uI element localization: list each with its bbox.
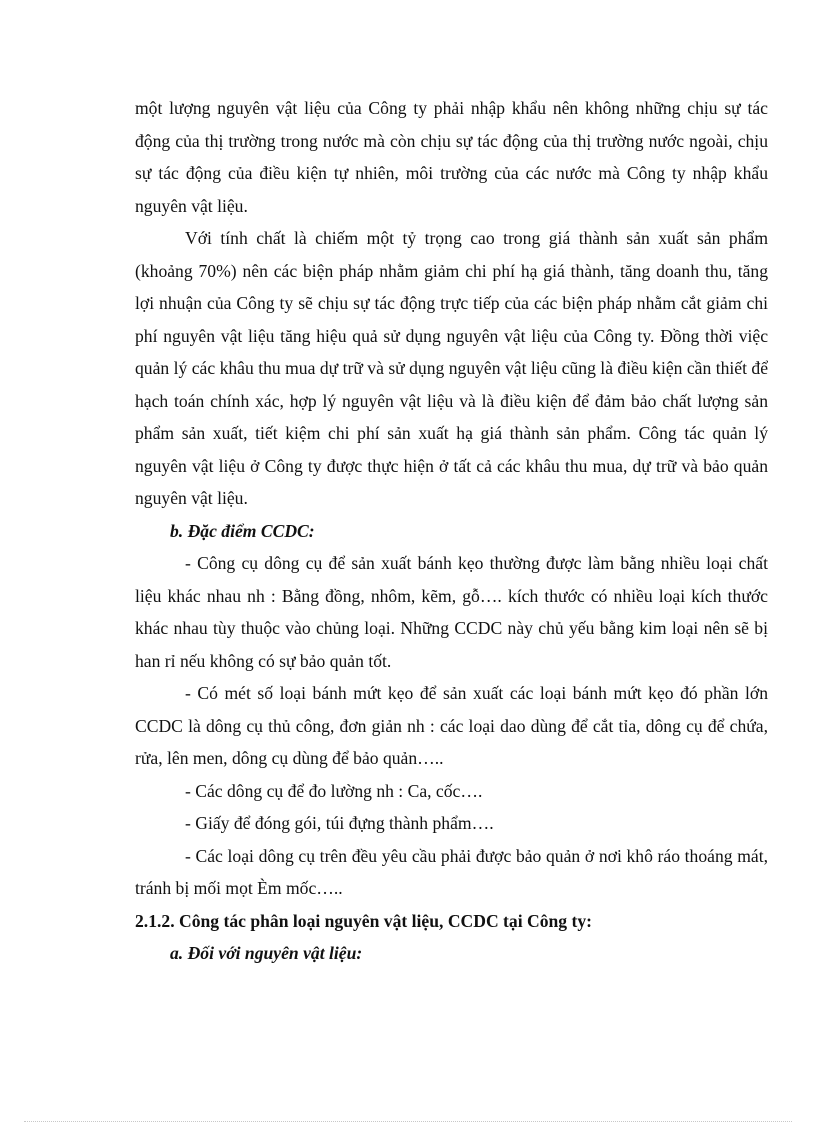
paragraph-material-cost: Với tính chất là chiếm một tỷ trọng cao trong giá thành sản xuất sản phẩm (khoảng 70%) nên các biện pháp nhằm giảm chi phí hạ giá thành, tăng doanh thu, tăng lợi nhuận của Công ty sẽ chịu sự tác động trực tiếp của các biện pháp nhằm cắt giảm chi phí nguyên vật liệu tăng hiệu quả sử dụng nguyên vật liệu của Công ty. Đồng thời việc quản lý các khâu thu mua dự trữ và sử dụng nguyên vật liệu cũng là điều kiện cần thiết để hạch toán chính xác, hợp lý nguyên vật liệu và là điều kiện để đảm bảo chất lượng sản phẩm sản xuất, tiết kiệm chi phí sản xuất hạ giá thành sản phẩm. Công tác quản lý nguyên vật liệu ở Công ty được thực hiện ở tất cả các khâu thu mua, dự trữ và bảo quản nguyên vật liệu. xyxy=(135,228,768,508)
paragraph-ccdc-handtools: - Có mét số loại bánh mứt kẹo để sản xuất các loại bánh mứt kẹo đó phần lớn CCDC là dông cụ thủ công, đơn giản nh : các loại dao dùng để cắt tỉa, dông cụ để chứa, rửa, lên men, dông cụ dùng để bảo quản….. xyxy=(135,683,768,768)
paragraph-ccdc-materials: - Công cụ dông cụ để sản xuất bánh kẹo thường được làm bằng nhiều loại chất liệu khác nhau nh : Bằng đồng, nhôm, kẽm, gỗ…. kích thước có nhiều loại kích thước khác nhau tùy thuộc vào chủng loại. Những CCDC này chủ yếu bằng kim loại nên sẽ bị han rỉ nếu không có sự bảo quản tốt. xyxy=(135,553,768,671)
subheading-ccdc-features: b. Đặc điểm CCDC: xyxy=(170,520,315,541)
paragraph-ccdc-measuring: - Các dông cụ để đo lường nh : Ca, cốc…. xyxy=(185,780,483,801)
paragraph-ccdc-storage: - Các loại dông cụ trên đều yêu cầu phải được bảo quản ở nơi khô ráo thoáng mát, tránh bị mối mọt Èm mốc….. xyxy=(135,845,768,898)
document-body xyxy=(135,92,768,970)
paragraph-ccdc-packaging: - Giấy để đóng gói, túi đựng thành phẩm…. xyxy=(185,813,494,833)
section-heading-classification: 2.1.2. Công tác phân loại nguyên vật liệu, CCDC tại Công ty: xyxy=(135,910,592,931)
subheading-raw-materials: a. Đối với nguyên vật liệu: xyxy=(170,943,363,963)
paragraph-material-import: một lượng nguyên vật liệu của Công ty phải nhập khẩu nên không những chịu sự tác động của thị trường trong nước mà còn chịu sự tác động của thị trường nước ngoài, chịu sự tác động của điều kiện tự nhiên, môi trường của các nước mà Công ty nhập khẩu nguyên vật liệu. xyxy=(135,98,768,216)
page-bottom-divider xyxy=(24,1121,792,1122)
